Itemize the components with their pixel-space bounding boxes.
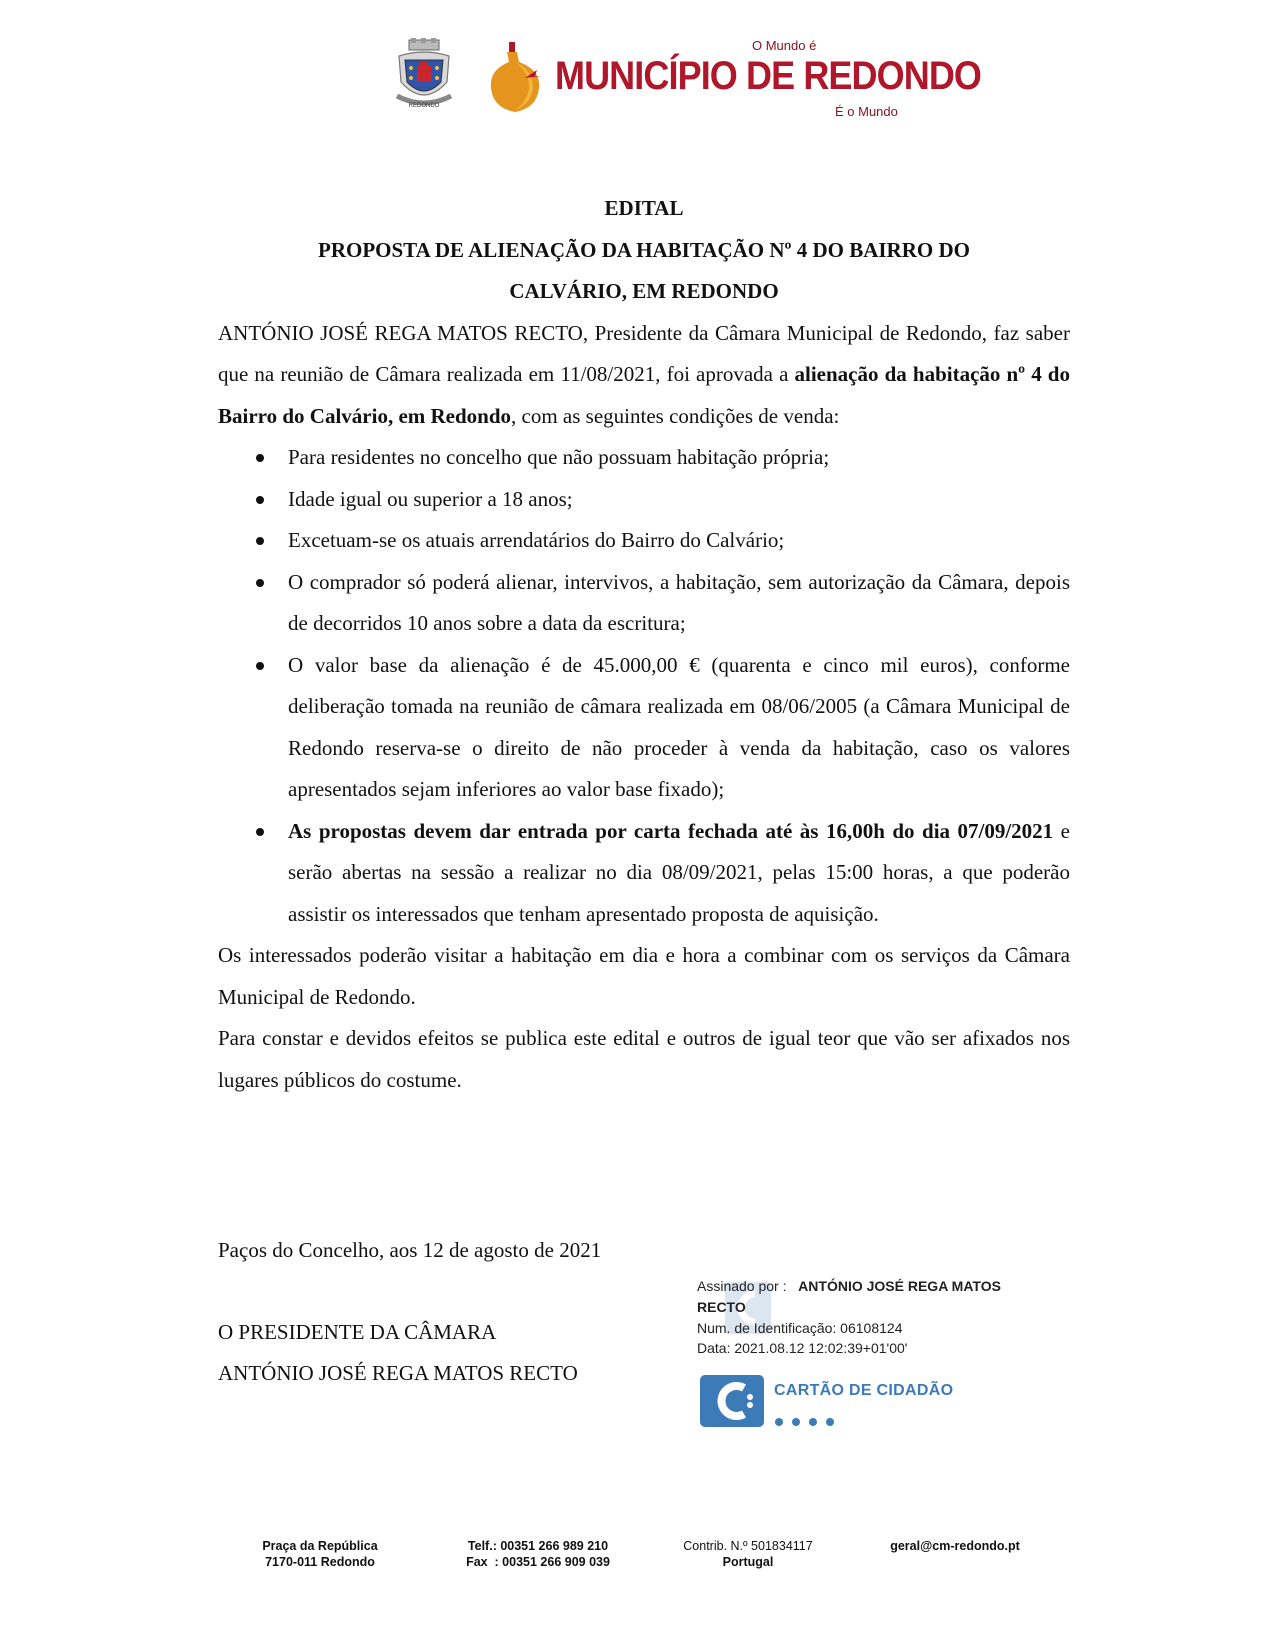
intro-paragraph bbox=[218, 313, 1070, 438]
brand-name: MUNICÍPIO DE REDONDO bbox=[555, 54, 982, 98]
bullet-icon bbox=[256, 454, 264, 462]
brand-tagline-top: O Mundo é bbox=[752, 38, 817, 53]
letterhead bbox=[0, 36, 1275, 126]
bullet-icon bbox=[256, 662, 264, 670]
intro-text-part2: , com as seguintes condições de venda: bbox=[511, 403, 840, 428]
brand-tagline-bottom: É o Mundo bbox=[835, 104, 898, 119]
clay-jug-icon bbox=[485, 42, 545, 114]
footer-phone bbox=[453, 1538, 623, 1570]
bullet-icon bbox=[256, 579, 264, 587]
list-item bbox=[218, 520, 1070, 562]
footer-address-line2: 7170-011 Redondo bbox=[265, 1555, 375, 1569]
visit-paragraph: Os interessados poderão visitar a habitação em dia e hora a combinar com os serviços da Câmara Municipal de Redondo. bbox=[218, 943, 1070, 1009]
signature-date: Data: 2021.08.12 12:02:39+01'00' bbox=[697, 1340, 908, 1356]
footer-address-line1: Praça da República bbox=[262, 1539, 378, 1553]
condition-text: e serão abertas na sessão a realizar no dia 08/09/2021, pelas 15:00 horas, a que poderão assistir os interessados que tenham apresentado proposta de aquisição. bbox=[288, 818, 1070, 926]
footer-tax bbox=[668, 1538, 828, 1570]
cartao-cidadao-dots bbox=[775, 1413, 843, 1429]
publish-paragraph: Para constar e devidos efeitos se publica este edital e outros de igual teor que vão ser afixados nos lugares públicos do costume. bbox=[218, 1026, 1070, 1092]
intro-text-part1: ANTÓNIO JOSÉ REGA MATOS RECTO, Presidente da Câmara Municipal de Redondo, faz saber que na reunião de Câmara realizada em 11/08/2021, foi aprovada a bbox=[218, 320, 1070, 386]
footer bbox=[0, 1538, 1275, 1578]
list-item bbox=[218, 645, 1070, 811]
footer-email: geral@cm-redondo.pt bbox=[890, 1539, 1020, 1553]
condition-text: O comprador só poderá alienar, intervivos, a habitação, sem autorização da Câmara, depois de decorridos 10 anos sobre a data da escritura; bbox=[288, 569, 1070, 635]
signatory-role: O PRESIDENTE DA CÂMARA bbox=[218, 1320, 497, 1344]
bullet-icon bbox=[256, 828, 264, 836]
signed-by-name: ANTÓNIO JOSÉ REGA MATOS bbox=[798, 1278, 1001, 1294]
footer-address bbox=[250, 1538, 390, 1570]
list-item bbox=[218, 811, 1070, 936]
document-body bbox=[218, 188, 1070, 1101]
footer-phone-line: Telf.: 00351 266 989 210 bbox=[467, 1539, 609, 1553]
bullet-icon bbox=[256, 537, 264, 545]
condition-text: O valor base da alienação é de 45.000,00 € (quarenta e cinco mil euros), conforme deliberação tomada na reunião de câmara realizada em 08/06/2005 (a Câmara Municipal de Redondo reserva-se o direito de não proceder à venda da habitação, caso os valores apresentados sejam inferiores ao valor base fixado); bbox=[288, 652, 1070, 801]
condition-deadline-bold: As propostas devem dar entrada por carta fechada até às 16,00h do dia 07/09/2021 bbox=[288, 818, 1054, 843]
condition-text: Idade igual ou superior a 18 anos; bbox=[288, 486, 573, 511]
signatory-name: ANTÓNIO JOSÉ REGA MATOS RECTO bbox=[218, 1361, 578, 1385]
cartao-cidadao-logo-icon bbox=[700, 1375, 764, 1427]
cartao-cidadao-label: CARTÃO DE CIDADÃO bbox=[774, 1382, 954, 1399]
condition-text: Excetuam-se os atuais arrendatários do Bairro do Calvário; bbox=[288, 528, 785, 552]
footer-tax-number: Contrib. N.º 501834117 bbox=[683, 1539, 813, 1553]
signatory-block bbox=[218, 1312, 578, 1394]
coat-of-arms-icon bbox=[393, 38, 455, 112]
place-date: Paços do Concelho, aos 12 de agosto de 2021 bbox=[218, 1238, 602, 1262]
digital-signature bbox=[697, 1278, 1057, 1438]
svg-text:REDONDO: REDONDO bbox=[408, 103, 440, 109]
bullet-icon bbox=[256, 496, 264, 504]
document-title: EDITAL bbox=[604, 196, 684, 220]
document-subtitle-line2: CALVÁRIO, EM REDONDO bbox=[509, 279, 779, 303]
signed-by-line bbox=[697, 1278, 1001, 1294]
footer-country: Portugal bbox=[722, 1555, 774, 1569]
list-item bbox=[218, 479, 1070, 521]
document-subtitle-line1: PROPOSTA DE ALIENAÇÃO DA HABITAÇÃO Nº 4 DO BAIRRO DO bbox=[318, 237, 970, 262]
conditions-list bbox=[218, 437, 1070, 935]
list-item bbox=[218, 562, 1070, 645]
signed-by-name-cont: RECTO bbox=[697, 1299, 746, 1315]
signed-by-label: Assinado por : bbox=[697, 1278, 787, 1294]
list-item bbox=[218, 437, 1070, 479]
condition-text: Para residentes no concelho que não possuam habitação própria; bbox=[288, 445, 830, 469]
signature-id: Num. de Identificação: 06108124 bbox=[697, 1320, 903, 1336]
footer-fax-line: Fax : 00351 266 909 039 bbox=[466, 1555, 610, 1569]
intro-text-bold: alienação da habitação nº 4 do Bairro do Calvário, em Redondo bbox=[218, 362, 1070, 428]
